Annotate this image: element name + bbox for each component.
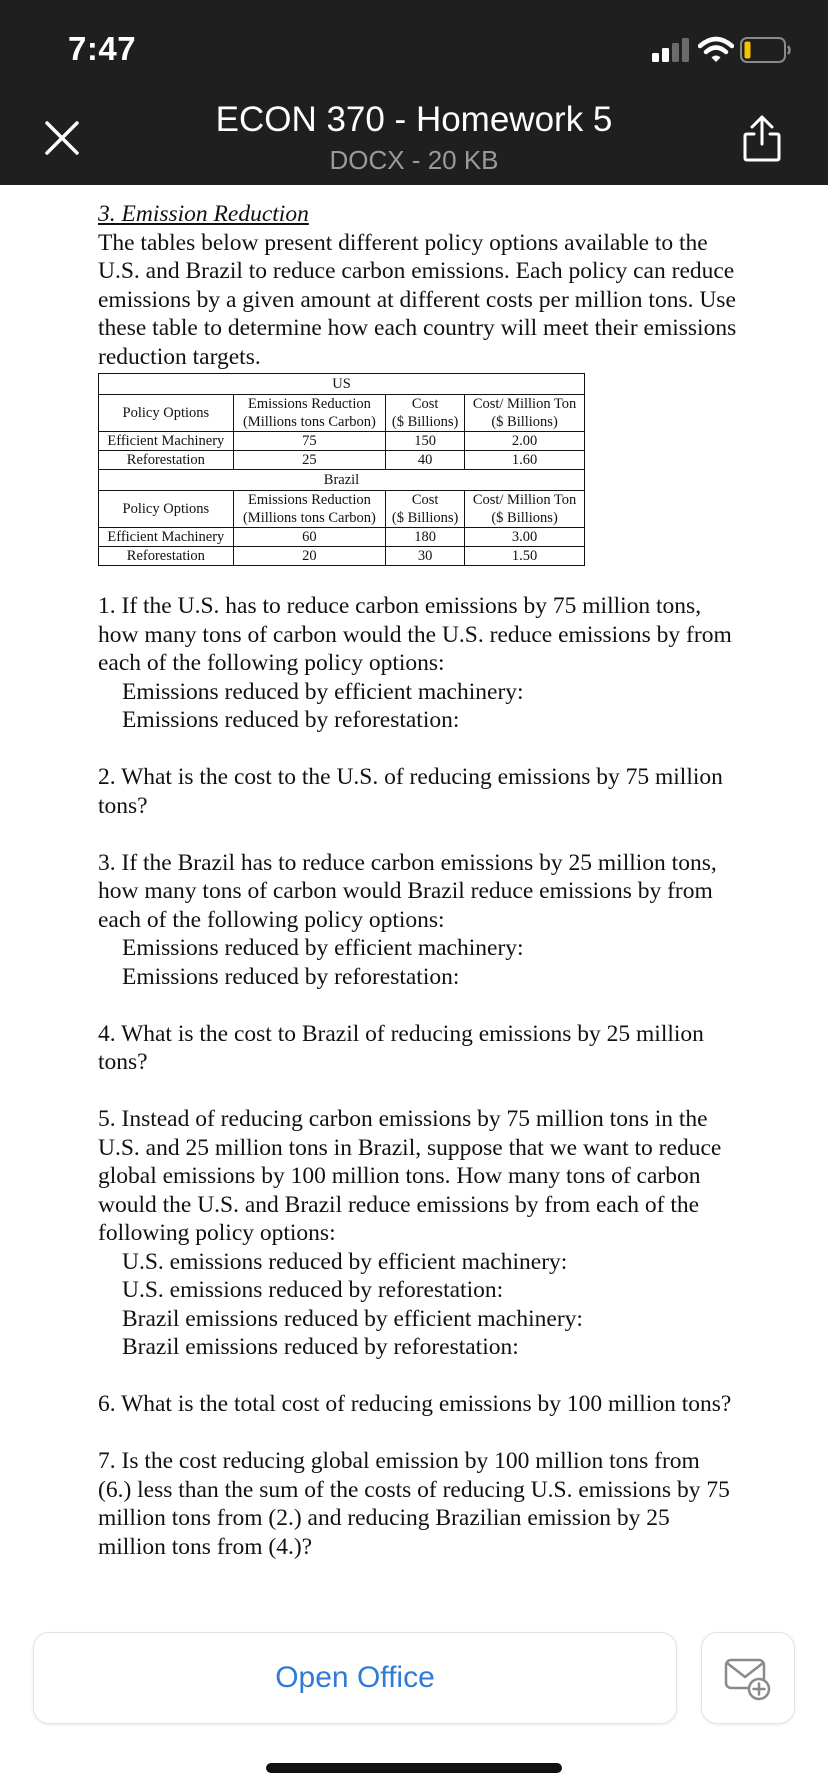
table-row: Reforestation 20 30 1.50 [99, 547, 585, 566]
question-1: 1. If the U.S. has to reduce carbon emissions by 75 million tons, how many tons of carbon would the U.S. reduce emissions by from each of the following policy options: [98, 593, 732, 676]
cellular-signal-icon [652, 38, 692, 62]
battery-icon [740, 36, 792, 64]
question-6: 6. What is the total cost of reducing emissions by 100 million tons? [98, 1391, 732, 1417]
q1-item: Emissions reduced by efficient machinery: [122, 678, 524, 705]
header-reduction: Emissions Reduction (Millions tons Carbon) [233, 491, 385, 528]
q3-item: Emissions reduced by efficient machinery: [122, 935, 524, 961]
header-policy: Policy Options [99, 491, 234, 528]
question-5: 5. Instead of reducing carbon emissions by 75 million tons in the U.S. and 25 million tons in Brazil, suppose that we want to reduce global emissions by 100 million tons. How many tons of carbon would the U.S. and Brazil reduce emissions by from each of the following policy options: [98, 1106, 722, 1246]
q3-item: Emissions reduced by reforestation: [122, 963, 460, 990]
document-subtitle: DOCX - 20 KB [329, 145, 499, 175]
header-reduction: Emissions Reduction (Millions tons Carbon) [233, 395, 385, 432]
status-time: 7:47 [68, 30, 137, 67]
intro-paragraph: The tables below present different policy options available to the U.S. and Brazil to reduce carbon emissions. Each policy can reduce emissions by a given amount at different costs per million tons. Use these table to determine how each country will meet their emissions reduction targets. [98, 229, 737, 370]
q5-item: Brazil emissions reduced by efficient machinery: [122, 1305, 583, 1332]
country-us: US [99, 374, 585, 395]
table-row: Reforestation 25 40 1.60 [99, 451, 585, 470]
table-row: Efficient Machinery 75 150 2.00 [99, 432, 585, 451]
emissions-table [98, 373, 585, 566]
header-cost: Cost ($ Billions) [386, 491, 465, 528]
question-4: 4. What is the cost to Brazil of reducing emissions by 25 million tons? [98, 1020, 704, 1075]
q5-item: U.S. emissions reduced by efficient machinery: [122, 1248, 568, 1275]
table-header-row [99, 395, 585, 432]
question-7: 7. Is the cost reducing global emission by 100 million tons from (6.) less than the sum of the costs of reducing U.S. emissions by 75 million tons from (2.) and reducing Brazilian emission by 25 million tons from (4.)? [98, 1448, 730, 1560]
header-cost: Cost ($ Billions) [386, 395, 465, 432]
home-indicator [266, 1763, 562, 1773]
q1-item: Emissions reduced by reforestation: [122, 707, 460, 733]
table-header-row [99, 491, 585, 528]
top-bar [0, 0, 828, 185]
mail-add-icon [723, 1655, 773, 1701]
question-3: 3. If the Brazil has to reduce carbon emissions by 25 million tons, how many tons of carbon would Brazil reduce emissions by from each of the following policy options: [98, 849, 717, 933]
document-content [98, 200, 738, 1561]
header-cost-per-ton: Cost/ Million Ton ($ Billions) [465, 395, 585, 432]
header-cost-per-ton: Cost/ Million Ton ($ Billions) [465, 491, 585, 528]
table-row: Efficient Machinery 60 180 3.00 [99, 528, 585, 547]
q5-item: Brazil emissions reduced by reforestation: [122, 1334, 519, 1360]
header-policy: Policy Options [99, 395, 234, 432]
question-2: 2. What is the cost to the U.S. of reducing emissions by 75 million tons? [98, 764, 723, 819]
country-brazil: Brazil [99, 470, 585, 491]
q5-item: U.S. emissions reduced by reforestation: [122, 1277, 504, 1303]
share-icon[interactable] [742, 114, 782, 164]
document-title: ECON 370 - Homework 5 [215, 100, 613, 139]
open-office-button[interactable]: Open Office [33, 1632, 677, 1724]
section-title: 3. Emission Reduction [98, 201, 309, 227]
wifi-icon [698, 36, 734, 64]
mail-add-button[interactable] [701, 1632, 795, 1724]
